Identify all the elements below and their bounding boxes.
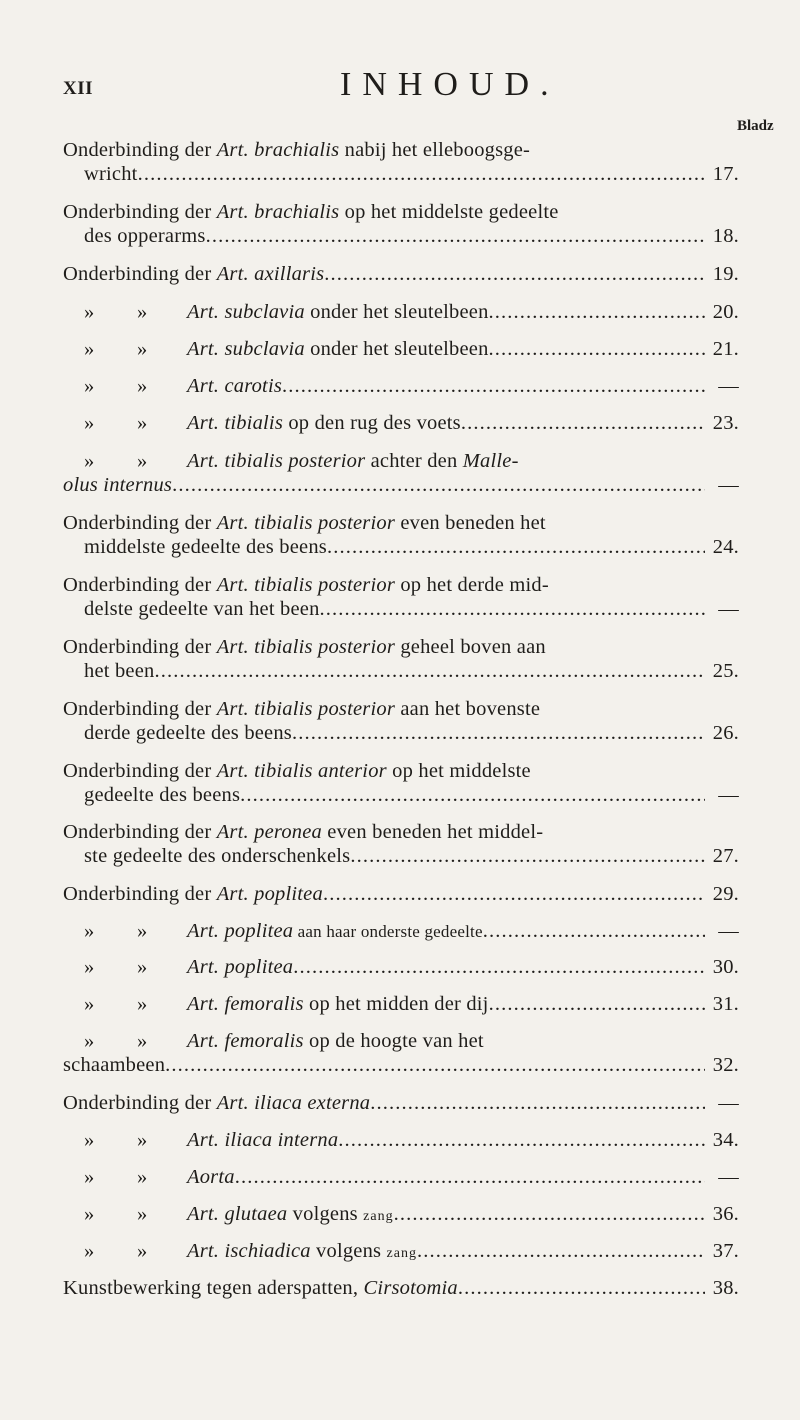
toc-line [63, 1053, 739, 1077]
ditto-mark: » [84, 1203, 95, 1225]
dot-leader [292, 721, 705, 745]
toc-line [63, 337, 739, 361]
toc-line [63, 659, 739, 683]
entry-continuation: ste gedeelte des onderschenkels [84, 845, 351, 867]
toc-line [63, 759, 739, 783]
entry-prefix: Onderbinding der [63, 698, 217, 720]
toc-entry [63, 1202, 739, 1226]
entry-description: even beneden het [395, 512, 546, 534]
entry-prefix: Onderbinding der [63, 821, 217, 843]
dot-leader [138, 162, 705, 186]
toc-line [63, 374, 739, 398]
toc-line [63, 300, 739, 324]
artery-name: Art. poplitea [187, 956, 294, 978]
ditto-mark: » [84, 956, 95, 978]
toc-entry [63, 882, 739, 906]
entry-text [63, 473, 172, 497]
page-reference: — [718, 598, 739, 620]
ditto-mark: » [137, 412, 148, 434]
toc-line [63, 411, 739, 435]
artery-name: Art. tibialis posterior [216, 636, 396, 658]
entry-text [63, 636, 546, 658]
entry-text [63, 821, 543, 843]
page-reference: 32. [712, 1054, 739, 1076]
page-reference: 37. [712, 1240, 739, 1262]
artery-name: Art. femoralis [187, 1030, 304, 1052]
artery-name: Art. subclavia [187, 338, 305, 360]
ditto-mark: » [84, 1240, 95, 1262]
artery-name: Aorta [187, 1166, 235, 1188]
toc-entry [63, 337, 739, 361]
toc-entry [63, 919, 739, 943]
toc-entry [63, 511, 739, 559]
toc-line [63, 1239, 739, 1263]
page-reference: 38. [712, 1277, 739, 1299]
page-reference: 26. [712, 722, 739, 744]
entry-text [84, 597, 320, 621]
toc-line [63, 820, 739, 844]
entry-text [63, 1128, 338, 1152]
toc-line [63, 721, 739, 745]
toc-line [63, 1128, 739, 1152]
artery-name: Art. poplitea [216, 883, 323, 905]
artery-name: Art. tibialis posterior [216, 574, 396, 596]
page-reference: — [718, 1166, 739, 1188]
ditto-mark: » [137, 993, 148, 1015]
entry-description: aan het bovenste [395, 698, 541, 720]
toc-entry [63, 200, 739, 248]
page-reference: 24. [712, 536, 739, 558]
dot-leader [154, 659, 705, 683]
toc-line [63, 162, 739, 186]
entry-text [63, 300, 489, 324]
entry-description: even beneden het middel- [321, 821, 544, 843]
entry-text [84, 844, 350, 868]
ditto-mark: » [137, 1166, 148, 1188]
dot-leader [458, 1276, 705, 1300]
entry-text [63, 374, 282, 398]
author-name: zang [386, 1246, 417, 1261]
dot-leader [489, 300, 705, 324]
entry-description: onder het sleutelbeen [304, 338, 489, 360]
ditto-mark: » [84, 301, 95, 323]
toc-entry [63, 449, 739, 497]
ditto-mark: » [84, 1166, 95, 1188]
toc-line [63, 1029, 739, 1053]
dot-leader [320, 597, 705, 621]
author-name: zang [363, 1209, 394, 1224]
entry-description: aan haar onderste gedeelte [293, 922, 483, 941]
entry-description: op de hoogte van het [303, 1030, 484, 1052]
dot-leader [282, 374, 705, 398]
page-reference: 20. [712, 301, 739, 323]
toc-entry [63, 573, 739, 621]
toc-line [63, 449, 739, 473]
entry-continuation: middelste gedeelte des beens [84, 536, 327, 558]
artery-name: Art. axillaris [216, 263, 325, 285]
entry-prefix: Onderbinding der [63, 263, 217, 285]
toc-line [63, 511, 739, 535]
dot-leader [165, 1053, 705, 1077]
entry-text [84, 783, 240, 807]
entry-text [63, 882, 323, 906]
entry-continuation: schaambeen [63, 1054, 166, 1076]
entry-prefix: Onderbinding der [63, 883, 217, 905]
entry-text [63, 411, 461, 435]
toc-line [63, 224, 739, 248]
toc-line [63, 882, 739, 906]
dot-leader [461, 411, 705, 435]
ditto-mark: » [84, 375, 95, 397]
toc-line [63, 573, 739, 597]
entry-text [63, 1276, 458, 1300]
entry-text [63, 512, 546, 534]
page-reference: — [718, 375, 739, 397]
entry-continuation: het been [84, 660, 155, 682]
page-reference: 19. [712, 263, 739, 285]
entry-text [63, 955, 293, 979]
ditto-mark: » [137, 375, 148, 397]
ditto-mark: » [137, 1240, 148, 1262]
dot-leader [293, 955, 705, 979]
page-column-label: Bladz [737, 118, 774, 134]
entry-text [63, 1165, 235, 1189]
entry-text [63, 1239, 417, 1263]
entry-description: geheel boven aan [395, 636, 546, 658]
entry-text [63, 760, 531, 782]
page-reference: 17. [712, 163, 739, 185]
ditto-mark: » [137, 956, 148, 978]
toc-line [63, 919, 739, 943]
ditto-mark: » [84, 338, 95, 360]
toc-entry [63, 262, 739, 286]
dot-leader [417, 1239, 705, 1263]
dot-leader [489, 337, 705, 361]
entry-prefix: Onderbinding der [63, 636, 217, 658]
page-reference: 23. [712, 412, 739, 434]
toc-entry [63, 820, 739, 868]
toc-entry [63, 1165, 739, 1189]
ditto-mark: » [137, 338, 148, 360]
entry-description: op den rug des voets [283, 412, 461, 434]
ditto-mark: » [137, 1030, 148, 1052]
dot-leader [324, 262, 705, 286]
toc-entry [63, 759, 739, 807]
artery-name: Art. peronea [216, 821, 322, 843]
artery-name: Art. tibialis [187, 412, 284, 434]
toc-entry [63, 138, 739, 186]
ditto-mark: » [84, 1129, 95, 1151]
page-reference: 31. [712, 993, 739, 1015]
ditto-mark: » [84, 412, 95, 434]
toc-line [63, 1202, 739, 1226]
toc-line [63, 1165, 739, 1189]
toc-line [63, 138, 739, 162]
artery-name: Art. brachialis [216, 201, 340, 223]
artery-name-part: Malle- [462, 450, 519, 472]
entry-text [63, 201, 559, 223]
entry-text [63, 450, 519, 472]
entry-text [84, 535, 327, 559]
ditto-mark: » [84, 1030, 95, 1052]
toc-entry [63, 992, 739, 1016]
entry-continuation: wricht [84, 163, 138, 185]
toc-line [63, 200, 739, 224]
entry-prefix: Onderbinding der [63, 139, 217, 161]
page-reference: 29. [712, 883, 739, 905]
toc-entry [63, 374, 739, 398]
entry-text [84, 224, 206, 248]
entry-description: op het derde mid- [395, 574, 549, 596]
entry-continuation: gedeelte des beens [84, 784, 241, 806]
entry-prefix: Kunstbewerking tegen aderspatten, [63, 1277, 364, 1299]
page-number: XII [63, 78, 94, 99]
entry-text [84, 659, 154, 683]
entry-text [84, 162, 138, 186]
entry-prefix: Onderbinding der [63, 1092, 217, 1114]
entry-description: op het midden der dij [303, 993, 489, 1015]
entry-text [63, 139, 530, 161]
entry-text [63, 1053, 165, 1077]
artery-name: Art. tibialis posterior [216, 512, 396, 534]
artery-name: Art. iliaca externa [216, 1092, 371, 1114]
dot-leader [394, 1202, 705, 1226]
artery-name: Art. iliaca interna [187, 1129, 339, 1151]
ditto-mark: » [137, 450, 148, 472]
toc-line [63, 535, 739, 559]
artery-name: Art. ischiadica [187, 1240, 311, 1262]
toc-line [63, 473, 739, 497]
artery-name: Art. glutaea [187, 1203, 288, 1225]
toc-entry [63, 1029, 739, 1077]
entry-continuation: derde gedeelte des beens [84, 722, 292, 744]
entry-description: volgens [287, 1203, 364, 1225]
toc-line [63, 1091, 739, 1115]
entry-continuation: olus internus [63, 474, 173, 496]
entry-prefix: Onderbinding der [63, 574, 217, 596]
page-reference: — [718, 474, 739, 496]
toc-line [63, 262, 739, 286]
toc-entry [63, 300, 739, 324]
ditto-mark: » [84, 920, 95, 942]
entry-text [63, 1202, 394, 1226]
artery-name: Art. tibialis posterior [216, 698, 396, 720]
page-reference: 27. [712, 845, 739, 867]
entry-text [63, 1091, 370, 1115]
entry-description: onder het sleutelbeen [304, 301, 489, 323]
toc-entry [63, 955, 739, 979]
page-reference: — [718, 1092, 739, 1114]
artery-name: Art. tibialis anterior [216, 760, 387, 782]
artery-name: Art. subclavia [187, 301, 305, 323]
toc-entry [63, 1091, 739, 1115]
page-reference: 30. [712, 956, 739, 978]
entry-text [63, 698, 540, 720]
artery-name: Art. carotis [187, 375, 283, 397]
toc-line [63, 844, 739, 868]
page-reference: — [718, 784, 739, 806]
page-title: INHOUD. [340, 66, 560, 103]
entry-text [63, 262, 324, 286]
toc-entry [63, 697, 739, 745]
entry-continuation: delste gedeelte van het been [84, 598, 320, 620]
ditto-mark: » [137, 1129, 148, 1151]
dot-leader [483, 919, 705, 943]
toc-line [63, 1276, 739, 1300]
artery-name: Art. poplitea [187, 920, 294, 942]
artery-name: Art. tibialis posterior [187, 450, 366, 472]
dot-leader [338, 1128, 705, 1152]
artery-name: Art. brachialis [216, 139, 340, 161]
page-reference: 36. [712, 1203, 739, 1225]
ditto-mark: » [84, 993, 95, 1015]
ditto-mark: » [137, 920, 148, 942]
dot-leader [323, 882, 705, 906]
toc-entry [63, 1128, 739, 1152]
entry-description: volgens [310, 1240, 387, 1262]
entry-prefix: Onderbinding der [63, 512, 217, 534]
page-reference: 25. [712, 660, 739, 682]
dot-leader [489, 992, 705, 1016]
entry-continuation: des opperarms [84, 225, 206, 247]
dot-leader [235, 1165, 705, 1189]
entry-prefix: Onderbinding der [63, 201, 217, 223]
dot-leader [172, 473, 705, 497]
artery-name: Cirsotomia [363, 1277, 458, 1299]
artery-name: Art. femoralis [187, 993, 304, 1015]
toc-entry [63, 411, 739, 435]
toc-line [63, 635, 739, 659]
toc-line [63, 992, 739, 1016]
toc-entry [63, 635, 739, 683]
dot-leader [327, 535, 705, 559]
page-reference: 18. [712, 225, 739, 247]
page-reference: 34. [712, 1129, 739, 1151]
toc-entry [63, 1239, 739, 1263]
dot-leader [206, 224, 705, 248]
entry-description: op het middelste [386, 760, 531, 782]
toc-line [63, 955, 739, 979]
entry-text [63, 919, 483, 943]
entry-text [63, 337, 489, 361]
page-reference: — [718, 920, 739, 942]
entry-description: nabij het elleboogsge- [339, 139, 531, 161]
toc-entry [63, 1276, 739, 1300]
toc-line [63, 783, 739, 807]
dot-leader [350, 844, 705, 868]
entry-text [84, 721, 292, 745]
toc-line [63, 597, 739, 621]
dot-leader [370, 1091, 705, 1115]
entry-text [63, 574, 549, 596]
entry-description: achter den [365, 450, 463, 472]
entry-text [63, 992, 489, 1016]
entry-text [63, 1030, 484, 1052]
page-reference: 21. [712, 338, 739, 360]
entry-prefix: Onderbinding der [63, 760, 217, 782]
dot-leader [240, 783, 705, 807]
ditto-mark: » [137, 301, 148, 323]
toc-line [63, 697, 739, 721]
entry-description: op het middelste gedeelte [339, 201, 559, 223]
ditto-mark: » [84, 450, 95, 472]
ditto-mark: » [137, 1203, 148, 1225]
